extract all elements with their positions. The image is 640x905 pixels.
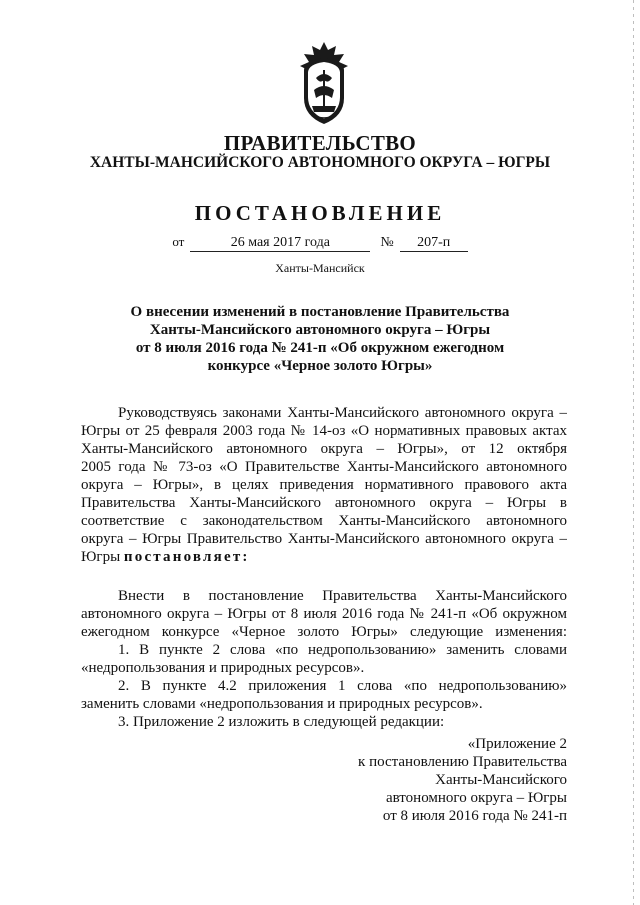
government-subtitle: ХАНТЫ-МАНСИЙСКОГО АВТОНОМНОГО ОКРУГА – ЮГРЫ [89, 154, 551, 171]
decree-word: постановляет: [123, 549, 250, 565]
body-line: 3. Приложение 2 изложить в следующей редакции: [118, 714, 445, 730]
preamble-line: Югры от 25 февраля 2003 года № 14-оз «О нормативных правовых актах [81, 423, 567, 439]
body-line: заменить словами «недропользования и природных ресурсов». [81, 696, 483, 712]
preamble-line: Ханты-Мансийского автономного округа – Югры», от 12 октября [81, 441, 567, 457]
document-date: 26 мая 2017 года [190, 235, 370, 252]
appendix-line: от 8 июля 2016 года № 241-п [382, 808, 567, 824]
city: Ханты-Мансийск [275, 261, 365, 275]
preamble-line: Руководствуясь законами Ханты-Мансийского автономного округа – [118, 405, 567, 421]
body-line: «недропользования и природных ресурсов». [81, 660, 365, 676]
date-prefix: от [172, 234, 185, 249]
body-line: 1. В пункте 2 слова «по недропользованию» заменить словами [118, 642, 567, 658]
heading-line: О внесении изменений в постановление Правительства [130, 304, 510, 320]
number-prefix: № [380, 235, 394, 250]
coat-of-arms-emblem [292, 40, 356, 126]
preamble-line: округа – Югры», в целях приведения нормативного правового акта [81, 477, 567, 493]
appendix-line: к постановлению Правительства [358, 754, 567, 770]
preamble-line: округа – Югры Правительство Ханты-Мансийского автономного округа – [81, 531, 567, 547]
document-type: ПОСТАНОВЛЕНИЕ [194, 201, 446, 225]
government-title: ПРАВИТЕЛЬСТВО [223, 131, 417, 155]
preamble-line: 2005 года № 73-оз «О Правительстве Ханты-Мансийского автономного [81, 459, 567, 475]
appendix-line: «Приложение 2 [467, 736, 567, 752]
heading-line: Ханты-Мансийского автономного округа – Югры [149, 322, 491, 338]
preamble-last-prefix: Югры [81, 549, 121, 565]
heading-line: от 8 июля 2016 года № 241-п «Об окружном ежегодном [135, 340, 505, 356]
document-number: 207-п [400, 235, 468, 252]
document-heading [0, 303, 640, 375]
appendix-line: автономного округа – Югры [385, 790, 567, 806]
body-line: автономного округа – Югры от 8 июля 2016 года № 241-п «Об окружном [81, 606, 567, 622]
preamble-line: соответствие с законодательством Ханты-Мансийского автономного [81, 513, 567, 529]
preamble-last-line [81, 549, 567, 567]
date-number-line [0, 234, 640, 252]
body-line: Внести в постановление Правительства Ханты-Мансийского [118, 588, 567, 604]
heading-line: конкурсе «Черное золото Югры» [207, 358, 433, 374]
body-line: 2. В пункте 4.2 приложения 1 слова «по недропользованию» [118, 678, 567, 694]
body-line: ежегодном конкурсе «Черное золото Югры» следующие изменения: [81, 624, 567, 640]
preamble-line: Правительства Ханты-Мансийского автономного округа – Югры в [81, 495, 567, 511]
appendix-line: Ханты-Мансийского [435, 772, 567, 788]
